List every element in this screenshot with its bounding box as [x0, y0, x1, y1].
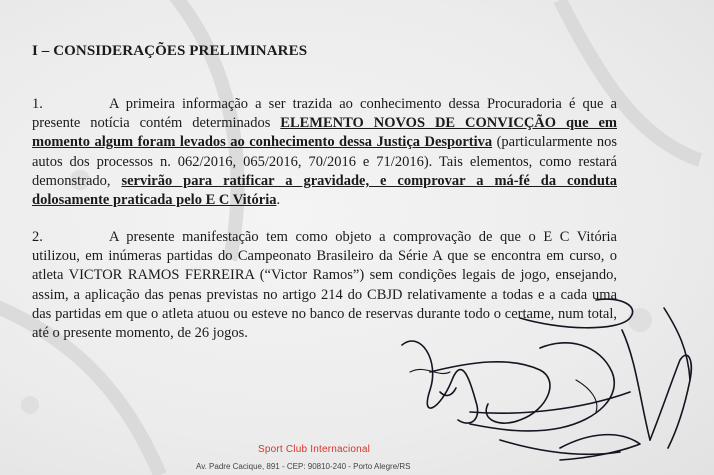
paragraph-1 — [32, 95, 617, 210]
section-heading: I – CONSIDERAÇÕES PRELIMINARES — [32, 43, 308, 59]
paragraph-1-text-b: (particularmente nos autos dos processos n. 062/2016, 065/2016, 70/2016 e 71/2016). Tais elementos, como restará demonstrado, — [32, 134, 617, 189]
paragraph-1-number: 1. — [32, 96, 43, 112]
paragraph-2-text: A presente manifestação tem como objeto a comprovação de que o E C Vitória utilizou, em inúmeras partidas do Campeonato Brasileiro da Série A que se encontra em curso, o atleta VICTOR RAMOS FERREIRA (“Victor Ramos”) sem condições legais de jogo, ensejando, assim, a aplicação das penas previstas no artigo 214 do CBJD relativamente a todas e a cada uma das partidas em que o atleta atuou ou esteve no banco de reservas durante todo o certame, num total, até o presente momento, de 26 jogos. — [32, 229, 617, 342]
footer-address: Av. Padre Cacique, 891 - CEP: 90810-240 - Porto Alegre/RS — [196, 462, 411, 471]
paragraph-1-text-a: A primeira informação a ser trazida ao conhecimento dessa Procuradoria é que a presente notícia contém determinados — [32, 96, 617, 132]
paragraph-1-text-c: . — [276, 192, 281, 209]
paragraph-2-number: 2. — [32, 229, 43, 245]
footer-club-name: Sport Club Internacional — [258, 444, 371, 455]
paragraph-2 — [32, 228, 617, 343]
paragraph-1-emphasis-a: ELEMENTO NOVOS DE CONVICÇÃO que em momento algum foram levados ao conhecimento dessa Justiça Desportiva — [32, 115, 617, 151]
paragraph-1-emphasis-b: servirão para ratificar a gravidade, e comprovar a má-fé da conduta dolosamente praticada pelo E C Vitória — [32, 172, 617, 209]
